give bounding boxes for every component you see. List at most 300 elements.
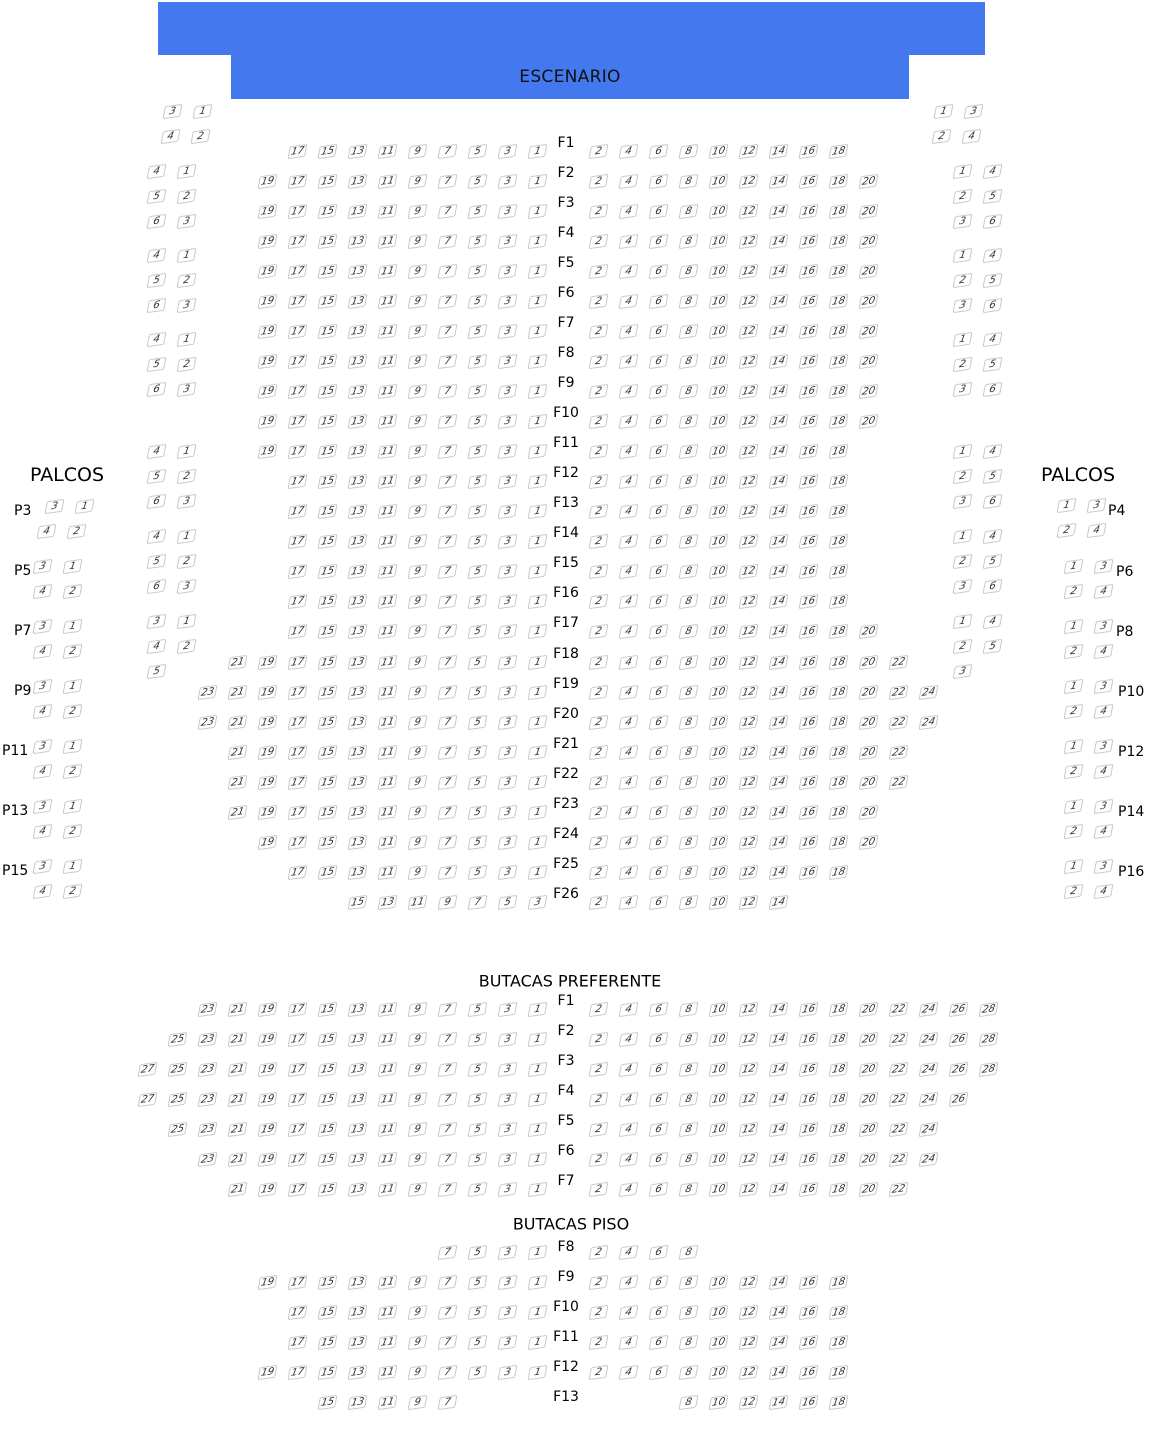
- seat[interactable]: 10: [709, 174, 729, 189]
- seat[interactable]: 13: [348, 414, 368, 429]
- seat[interactable]: 10: [709, 805, 729, 820]
- seat[interactable]: 7: [438, 655, 458, 670]
- seat[interactable]: 19: [258, 444, 278, 459]
- seat[interactable]: 3: [953, 382, 973, 397]
- seat[interactable]: 3: [498, 1092, 518, 1107]
- seat[interactable]: 13: [348, 264, 368, 279]
- seat[interactable]: 7: [438, 835, 458, 850]
- seat[interactable]: 5: [468, 805, 488, 820]
- seat[interactable]: 15: [318, 324, 338, 339]
- seat[interactable]: 15: [318, 865, 338, 880]
- seat[interactable]: 9: [408, 594, 428, 609]
- seat[interactable]: 3: [177, 298, 197, 313]
- seat[interactable]: 5: [468, 234, 488, 249]
- seat[interactable]: 2: [953, 273, 973, 288]
- seat[interactable]: 1: [528, 204, 548, 219]
- seat[interactable]: 18: [829, 264, 849, 279]
- seat[interactable]: 25: [168, 1092, 188, 1107]
- seat[interactable]: 17: [288, 655, 308, 670]
- seat[interactable]: 6: [649, 534, 669, 549]
- seat[interactable]: 4: [33, 584, 53, 599]
- seat[interactable]: 7: [438, 1152, 458, 1167]
- seat[interactable]: 3: [33, 619, 53, 634]
- seat[interactable]: 18: [829, 294, 849, 309]
- seat[interactable]: 1: [528, 1152, 548, 1167]
- seat[interactable]: 28: [979, 1002, 999, 1017]
- seat[interactable]: 11: [378, 1335, 398, 1350]
- seat[interactable]: 8: [679, 715, 699, 730]
- seat[interactable]: 17: [288, 294, 308, 309]
- seat[interactable]: 1: [953, 248, 973, 263]
- seat[interactable]: 4: [619, 1092, 639, 1107]
- seat[interactable]: 16: [799, 564, 819, 579]
- seat[interactable]: 14: [769, 1335, 789, 1350]
- seat[interactable]: 10: [709, 324, 729, 339]
- seat[interactable]: 13: [348, 1395, 368, 1410]
- seat[interactable]: 5: [468, 1152, 488, 1167]
- seat[interactable]: 12: [739, 204, 759, 219]
- seat[interactable]: 26: [949, 1092, 969, 1107]
- seat[interactable]: 1: [193, 104, 213, 119]
- seat[interactable]: 5: [468, 1335, 488, 1350]
- seat[interactable]: 15: [348, 895, 368, 910]
- seat[interactable]: 2: [589, 1032, 609, 1047]
- seat[interactable]: 9: [408, 414, 428, 429]
- seat[interactable]: 5: [468, 384, 488, 399]
- seat[interactable]: 17: [288, 624, 308, 639]
- seat[interactable]: 16: [799, 234, 819, 249]
- seat[interactable]: 19: [258, 1002, 278, 1017]
- seat[interactable]: 23: [198, 1152, 218, 1167]
- seat[interactable]: 10: [709, 504, 729, 519]
- seat[interactable]: 15: [318, 1002, 338, 1017]
- seat[interactable]: 19: [258, 1275, 278, 1290]
- seat[interactable]: 14: [769, 1182, 789, 1197]
- seat[interactable]: 3: [498, 384, 518, 399]
- seat[interactable]: 9: [408, 1395, 428, 1410]
- seat[interactable]: 2: [953, 639, 973, 654]
- seat[interactable]: 14: [769, 474, 789, 489]
- seat[interactable]: 23: [198, 685, 218, 700]
- seat[interactable]: 4: [619, 1032, 639, 1047]
- seat[interactable]: 8: [679, 594, 699, 609]
- seat[interactable]: 4: [1094, 824, 1114, 839]
- seat[interactable]: 4: [619, 264, 639, 279]
- seat[interactable]: 6: [649, 204, 669, 219]
- seat[interactable]: 7: [438, 414, 458, 429]
- seat[interactable]: 4: [619, 655, 639, 670]
- seat[interactable]: 2: [589, 384, 609, 399]
- seat[interactable]: 3: [33, 679, 53, 694]
- seat[interactable]: 7: [438, 1092, 458, 1107]
- seat[interactable]: 17: [288, 444, 308, 459]
- seat[interactable]: 7: [438, 564, 458, 579]
- seat[interactable]: 12: [739, 685, 759, 700]
- seat[interactable]: 2: [63, 644, 83, 659]
- seat[interactable]: 16: [799, 504, 819, 519]
- seat[interactable]: 3: [498, 655, 518, 670]
- seat[interactable]: 11: [378, 474, 398, 489]
- seat[interactable]: 23: [198, 1122, 218, 1137]
- seat[interactable]: 13: [348, 1365, 368, 1380]
- seat[interactable]: 22: [889, 1062, 909, 1077]
- seat[interactable]: 21: [228, 715, 248, 730]
- seat[interactable]: 4: [619, 534, 639, 549]
- seat[interactable]: 21: [228, 1062, 248, 1077]
- seat[interactable]: 17: [288, 1032, 308, 1047]
- seat[interactable]: 12: [739, 1062, 759, 1077]
- seat[interactable]: 12: [739, 444, 759, 459]
- seat[interactable]: 4: [1094, 704, 1114, 719]
- seat[interactable]: 1: [528, 865, 548, 880]
- seat[interactable]: 2: [191, 129, 211, 144]
- seat[interactable]: 4: [33, 764, 53, 779]
- seat[interactable]: 22: [889, 1002, 909, 1017]
- seat[interactable]: 1: [528, 324, 548, 339]
- seat[interactable]: 9: [408, 1182, 428, 1197]
- seat[interactable]: 13: [348, 835, 368, 850]
- seat[interactable]: 10: [709, 1002, 729, 1017]
- seat[interactable]: 7: [438, 174, 458, 189]
- seat[interactable]: 13: [348, 805, 368, 820]
- seat[interactable]: 13: [348, 1275, 368, 1290]
- seat[interactable]: 7: [438, 594, 458, 609]
- seat[interactable]: 21: [228, 1032, 248, 1047]
- seat[interactable]: 14: [769, 655, 789, 670]
- seat[interactable]: 18: [829, 354, 849, 369]
- seat[interactable]: 15: [318, 594, 338, 609]
- seat[interactable]: 12: [739, 865, 759, 880]
- seat[interactable]: 16: [799, 264, 819, 279]
- seat[interactable]: 12: [739, 1002, 759, 1017]
- seat[interactable]: 13: [348, 564, 368, 579]
- seat[interactable]: 5: [147, 189, 167, 204]
- seat[interactable]: 2: [589, 264, 609, 279]
- seat[interactable]: 5: [468, 1275, 488, 1290]
- seat[interactable]: 9: [408, 204, 428, 219]
- seat[interactable]: 1: [528, 264, 548, 279]
- seat[interactable]: 20: [859, 174, 879, 189]
- seat[interactable]: 3: [953, 214, 973, 229]
- seat[interactable]: 2: [589, 624, 609, 639]
- seat[interactable]: 24: [919, 715, 939, 730]
- seat[interactable]: 6: [649, 865, 669, 880]
- seat[interactable]: 12: [739, 144, 759, 159]
- seat[interactable]: 1: [1064, 799, 1084, 814]
- seat[interactable]: 18: [829, 234, 849, 249]
- seat[interactable]: 20: [859, 354, 879, 369]
- seat[interactable]: 8: [679, 1092, 699, 1107]
- seat[interactable]: 9: [408, 1335, 428, 1350]
- seat[interactable]: 19: [258, 204, 278, 219]
- seat[interactable]: 14: [769, 895, 789, 910]
- seat[interactable]: 2: [1064, 584, 1084, 599]
- seat[interactable]: 7: [438, 264, 458, 279]
- seat[interactable]: 15: [318, 745, 338, 760]
- seat[interactable]: 1: [1064, 679, 1084, 694]
- seat[interactable]: 12: [739, 594, 759, 609]
- seat[interactable]: 17: [288, 534, 308, 549]
- seat[interactable]: 7: [438, 1275, 458, 1290]
- seat[interactable]: 9: [408, 775, 428, 790]
- seat[interactable]: 1: [953, 529, 973, 544]
- seat[interactable]: 14: [769, 174, 789, 189]
- seat[interactable]: 10: [709, 1182, 729, 1197]
- seat[interactable]: 12: [739, 504, 759, 519]
- seat[interactable]: 8: [679, 414, 699, 429]
- seat[interactable]: 1: [953, 614, 973, 629]
- seat[interactable]: 11: [378, 1152, 398, 1167]
- seat[interactable]: 4: [619, 324, 639, 339]
- seat[interactable]: 5: [468, 174, 488, 189]
- seat[interactable]: 3: [498, 414, 518, 429]
- seat[interactable]: 12: [739, 655, 759, 670]
- seat[interactable]: 7: [438, 1122, 458, 1137]
- seat[interactable]: 5: [468, 655, 488, 670]
- seat[interactable]: 4: [1087, 523, 1107, 538]
- seat[interactable]: 9: [408, 1305, 428, 1320]
- seat[interactable]: 8: [679, 474, 699, 489]
- seat[interactable]: 13: [348, 624, 368, 639]
- seat[interactable]: 15: [318, 564, 338, 579]
- seat[interactable]: 7: [438, 1002, 458, 1017]
- seat[interactable]: 12: [739, 805, 759, 820]
- seat[interactable]: 17: [288, 1152, 308, 1167]
- seat[interactable]: 24: [919, 1062, 939, 1077]
- seat[interactable]: 10: [709, 534, 729, 549]
- seat[interactable]: 1: [528, 1365, 548, 1380]
- seat[interactable]: 10: [709, 1275, 729, 1290]
- seat[interactable]: 6: [147, 298, 167, 313]
- seat[interactable]: 3: [498, 474, 518, 489]
- seat[interactable]: 19: [258, 384, 278, 399]
- seat[interactable]: 1: [63, 679, 83, 694]
- seat[interactable]: 7: [438, 715, 458, 730]
- seat[interactable]: 10: [709, 865, 729, 880]
- seat[interactable]: 4: [619, 1245, 639, 1260]
- seat[interactable]: 16: [799, 1365, 819, 1380]
- seat[interactable]: 10: [709, 655, 729, 670]
- seat[interactable]: 1: [528, 1092, 548, 1107]
- seat[interactable]: 12: [739, 715, 759, 730]
- seat[interactable]: 6: [983, 579, 1003, 594]
- seat[interactable]: 4: [619, 745, 639, 760]
- seat[interactable]: 11: [378, 1365, 398, 1380]
- seat[interactable]: 14: [769, 594, 789, 609]
- seat[interactable]: 6: [649, 745, 669, 760]
- seat[interactable]: 16: [799, 1122, 819, 1137]
- seat[interactable]: 6: [649, 324, 669, 339]
- seat[interactable]: 20: [859, 655, 879, 670]
- seat[interactable]: 14: [769, 144, 789, 159]
- seat[interactable]: 22: [889, 1032, 909, 1047]
- seat[interactable]: 12: [739, 324, 759, 339]
- seat[interactable]: 11: [378, 444, 398, 459]
- seat[interactable]: 17: [288, 174, 308, 189]
- seat[interactable]: 14: [769, 1395, 789, 1410]
- seat[interactable]: 2: [589, 685, 609, 700]
- seat[interactable]: 20: [859, 294, 879, 309]
- seat[interactable]: 18: [829, 715, 849, 730]
- seat[interactable]: 9: [408, 324, 428, 339]
- seat[interactable]: 15: [318, 1152, 338, 1167]
- seat[interactable]: 18: [829, 174, 849, 189]
- seat[interactable]: 2: [589, 474, 609, 489]
- seat[interactable]: 9: [408, 1032, 428, 1047]
- seat[interactable]: 16: [799, 354, 819, 369]
- seat[interactable]: 10: [709, 745, 729, 760]
- seat[interactable]: 15: [318, 1395, 338, 1410]
- seat[interactable]: 12: [739, 624, 759, 639]
- seat[interactable]: 14: [769, 865, 789, 880]
- seat[interactable]: 14: [769, 414, 789, 429]
- seat[interactable]: 6: [649, 354, 669, 369]
- seat[interactable]: 8: [679, 1002, 699, 1017]
- seat[interactable]: 3: [498, 1152, 518, 1167]
- seat[interactable]: 19: [258, 685, 278, 700]
- seat[interactable]: 16: [799, 144, 819, 159]
- seat[interactable]: 5: [468, 1245, 488, 1260]
- seat[interactable]: 18: [829, 805, 849, 820]
- seat[interactable]: 14: [769, 1002, 789, 1017]
- seat[interactable]: 5: [468, 685, 488, 700]
- seat[interactable]: 16: [799, 1335, 819, 1350]
- seat[interactable]: 4: [619, 594, 639, 609]
- seat[interactable]: 14: [769, 1032, 789, 1047]
- seat[interactable]: 13: [348, 685, 368, 700]
- seat[interactable]: 11: [378, 1122, 398, 1137]
- seat[interactable]: 2: [953, 357, 973, 372]
- seat[interactable]: 27: [138, 1092, 158, 1107]
- seat[interactable]: 2: [67, 524, 87, 539]
- seat[interactable]: 3: [177, 579, 197, 594]
- seat[interactable]: 3: [498, 504, 518, 519]
- seat[interactable]: 11: [378, 564, 398, 579]
- seat[interactable]: 5: [468, 444, 488, 459]
- seat[interactable]: 4: [619, 384, 639, 399]
- seat[interactable]: 14: [769, 504, 789, 519]
- seat[interactable]: 4: [619, 474, 639, 489]
- seat[interactable]: 13: [348, 1062, 368, 1077]
- seat[interactable]: 16: [799, 1182, 819, 1197]
- seat[interactable]: 5: [468, 835, 488, 850]
- seat[interactable]: 6: [649, 1122, 669, 1137]
- seat[interactable]: 7: [468, 895, 488, 910]
- seat[interactable]: 11: [378, 715, 398, 730]
- seat[interactable]: 12: [739, 414, 759, 429]
- seat[interactable]: 2: [589, 174, 609, 189]
- seat[interactable]: 4: [33, 884, 53, 899]
- seat[interactable]: 2: [589, 594, 609, 609]
- seat[interactable]: 7: [438, 685, 458, 700]
- seat[interactable]: 11: [378, 685, 398, 700]
- seat[interactable]: 22: [889, 1092, 909, 1107]
- seat[interactable]: 7: [438, 294, 458, 309]
- seat[interactable]: 2: [63, 884, 83, 899]
- seat[interactable]: 8: [679, 1122, 699, 1137]
- seat[interactable]: 5: [983, 639, 1003, 654]
- seat[interactable]: 16: [799, 624, 819, 639]
- seat[interactable]: 5: [498, 895, 518, 910]
- seat[interactable]: 2: [63, 704, 83, 719]
- seat[interactable]: 20: [859, 264, 879, 279]
- seat[interactable]: 2: [589, 324, 609, 339]
- seat[interactable]: 9: [408, 715, 428, 730]
- seat[interactable]: 21: [228, 685, 248, 700]
- seat[interactable]: 17: [288, 715, 308, 730]
- seat[interactable]: 1: [63, 739, 83, 754]
- seat[interactable]: 23: [198, 1092, 218, 1107]
- seat[interactable]: 3: [498, 1275, 518, 1290]
- seat[interactable]: 16: [799, 414, 819, 429]
- seat[interactable]: 2: [177, 639, 197, 654]
- seat[interactable]: 6: [649, 234, 669, 249]
- seat[interactable]: 5: [468, 624, 488, 639]
- seat[interactable]: 8: [679, 294, 699, 309]
- seat[interactable]: 10: [709, 444, 729, 459]
- seat[interactable]: 14: [769, 1152, 789, 1167]
- seat[interactable]: 4: [619, 144, 639, 159]
- seat[interactable]: 21: [228, 1002, 248, 1017]
- seat[interactable]: 2: [953, 554, 973, 569]
- seat[interactable]: 1: [1057, 498, 1077, 513]
- seat[interactable]: 28: [979, 1062, 999, 1077]
- seat[interactable]: 11: [378, 174, 398, 189]
- seat[interactable]: 15: [318, 1305, 338, 1320]
- seat[interactable]: 6: [147, 382, 167, 397]
- seat[interactable]: 5: [468, 204, 488, 219]
- seat[interactable]: 1: [528, 1335, 548, 1350]
- seat[interactable]: 1: [528, 594, 548, 609]
- seat[interactable]: 6: [649, 1062, 669, 1077]
- seat[interactable]: 19: [258, 324, 278, 339]
- seat[interactable]: 20: [859, 1152, 879, 1167]
- seat[interactable]: 2: [1064, 824, 1084, 839]
- seat[interactable]: 6: [649, 1245, 669, 1260]
- seat[interactable]: 4: [619, 1365, 639, 1380]
- seat[interactable]: 1: [528, 564, 548, 579]
- seat[interactable]: 4: [147, 529, 167, 544]
- seat[interactable]: 18: [829, 594, 849, 609]
- seat[interactable]: 14: [769, 835, 789, 850]
- seat[interactable]: 8: [679, 1275, 699, 1290]
- seat[interactable]: 16: [799, 1032, 819, 1047]
- seat[interactable]: 9: [408, 1275, 428, 1290]
- seat[interactable]: 13: [348, 174, 368, 189]
- seat[interactable]: 4: [619, 234, 639, 249]
- seat[interactable]: 3: [45, 499, 65, 514]
- seat[interactable]: 13: [348, 1032, 368, 1047]
- seat[interactable]: 13: [348, 504, 368, 519]
- seat[interactable]: 4: [619, 204, 639, 219]
- seat[interactable]: 2: [589, 204, 609, 219]
- seat[interactable]: 16: [799, 1002, 819, 1017]
- seat[interactable]: 7: [438, 1062, 458, 1077]
- seat[interactable]: 2: [589, 835, 609, 850]
- seat[interactable]: 2: [589, 1305, 609, 1320]
- seat[interactable]: 10: [709, 624, 729, 639]
- seat[interactable]: 6: [649, 655, 669, 670]
- seat[interactable]: 15: [318, 444, 338, 459]
- seat[interactable]: 1: [528, 835, 548, 850]
- seat[interactable]: 6: [649, 1152, 669, 1167]
- seat[interactable]: 3: [163, 104, 183, 119]
- seat[interactable]: 16: [799, 1305, 819, 1320]
- seat[interactable]: 19: [258, 1122, 278, 1137]
- seat[interactable]: 20: [859, 324, 879, 339]
- seat[interactable]: 18: [829, 1365, 849, 1380]
- seat[interactable]: 15: [318, 294, 338, 309]
